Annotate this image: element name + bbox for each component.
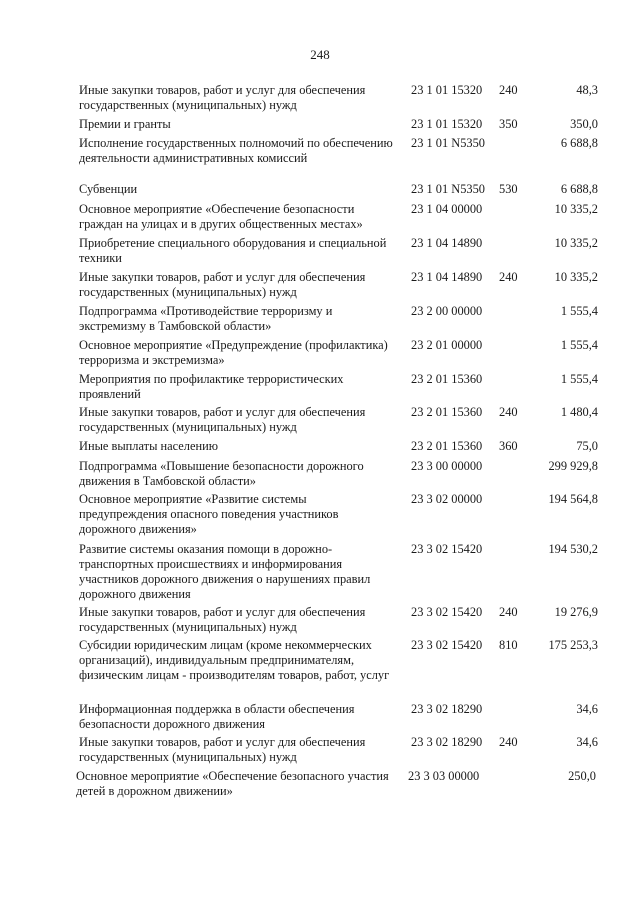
row-code: 23 2 01 15360 (411, 372, 483, 386)
row-name: Иные закупки товаров, работ и услуг для обеспечения государственных (муниципальных) нужд (79, 405, 366, 434)
row-amount: 194 530,2 (548, 542, 598, 556)
row-code: 23 1 01 N5350 (411, 136, 485, 150)
row-name: Иные закупки товаров, работ и услуг для обеспечения государственных (муниципальных) нужд (79, 270, 366, 299)
row-type: 810 (499, 638, 518, 652)
row-code: 23 1 04 00000 (411, 202, 483, 216)
row-amount: 34,6 (576, 735, 598, 749)
row-name: Приобретение специального оборудования и специальной техники (79, 236, 387, 265)
row-code: 23 3 02 18290 (411, 735, 483, 749)
row-name: Информационная поддержка в области обеспечения безопасности дорожного движения (79, 702, 355, 731)
row-name: Подпрограмма «Противодействие терроризму и экстремизму в Тамбовской области» (79, 304, 333, 333)
row-name: Подпрограмма «Повышение безопасности дорожного движения в Тамбовской области» (79, 459, 364, 488)
row-amount: 10 335,2 (554, 202, 598, 216)
row-name: Развитие системы оказания помощи в дорожно-транспортных происшествиях и информирования участников дорожного движения о нарушениях правил дорожного движения (79, 542, 371, 601)
row-code: 23 3 02 15420 (411, 542, 483, 556)
row-name: Основное мероприятие «Предупреждение (профилактика) терроризма и экстремизма» (79, 338, 388, 367)
row-amount: 1 555,4 (560, 372, 598, 386)
row-name: Основное мероприятие «Обеспечение безопасности граждан на улицах и в других общественных местах» (79, 202, 363, 231)
row-name: Премии и гранты (79, 117, 171, 131)
row-code: 23 1 01 N5350 (411, 182, 485, 196)
row-amount: 34,6 (576, 702, 598, 716)
row-name: Субсидии юридическим лицам (кроме некоммерческих организаций), индивидуальным предпринимателям, физическим лицам - производителям товаров, работ, услуг (79, 638, 390, 682)
row-code: 23 1 04 14890 (411, 270, 483, 284)
row-name: Иные закупки товаров, работ и услуг для обеспечения государственных (муниципальных) нужд (79, 83, 366, 112)
row-type: 350 (499, 117, 518, 131)
row-amount: 6 688,8 (560, 182, 598, 196)
row-code: 23 3 02 00000 (411, 492, 483, 506)
row-code: 23 3 02 18290 (411, 702, 483, 716)
row-code: 23 3 03 00000 (408, 769, 480, 783)
row-type: 240 (499, 83, 518, 97)
row-type: 240 (499, 605, 518, 619)
row-amount: 299 929,8 (548, 459, 598, 473)
row-code: 23 1 01 15320 (411, 83, 483, 97)
row-type: 240 (499, 270, 518, 284)
row-amount: 1 555,4 (560, 338, 598, 352)
row-amount: 10 335,2 (554, 236, 598, 250)
row-name: Основное мероприятие «Обеспечение безопасного участия детей в дорожном движении» (76, 769, 389, 798)
row-name: Основное мероприятие «Развитие системы предупреждения опасного поведения участников дорожного движения» (79, 492, 339, 536)
row-name: Иные выплаты населению (79, 439, 218, 453)
row-amount: 350,0 (570, 117, 598, 131)
row-code: 23 2 01 15360 (411, 405, 483, 419)
row-amount: 6 688,8 (560, 136, 598, 150)
row-amount: 1 555,4 (560, 304, 598, 318)
row-code: 23 3 02 15420 (411, 638, 483, 652)
row-amount: 75,0 (576, 439, 598, 453)
row-amount: 194 564,8 (548, 492, 598, 506)
row-code: 23 1 04 14890 (411, 236, 483, 250)
row-type: 530 (499, 182, 518, 196)
row-code: 23 2 01 15360 (411, 439, 483, 453)
row-type: 240 (499, 405, 518, 419)
page-number: 248 (310, 47, 330, 62)
row-amount: 19 276,9 (554, 605, 598, 619)
row-code: 23 1 01 15320 (411, 117, 483, 131)
row-code: 23 3 00 00000 (411, 459, 483, 473)
row-code: 23 2 00 00000 (411, 304, 483, 318)
row-name: Иные закупки товаров, работ и услуг для обеспечения государственных (муниципальных) нужд (79, 605, 366, 634)
row-name: Мероприятия по профилактике террористических проявлений (79, 372, 344, 401)
row-name: Субвенции (79, 182, 138, 196)
row-amount: 1 480,4 (560, 405, 598, 419)
row-name: Исполнение государственных полномочий по обеспечению деятельности административных комиссий (79, 136, 393, 165)
row-code: 23 3 02 15420 (411, 605, 483, 619)
row-type: 360 (499, 439, 518, 453)
row-amount: 48,3 (576, 83, 598, 97)
row-amount: 250,0 (568, 769, 596, 783)
row-name: Иные закупки товаров, работ и услуг для обеспечения государственных (муниципальных) нужд (79, 735, 366, 764)
row-amount: 10 335,2 (554, 270, 598, 284)
row-code: 23 2 01 00000 (411, 338, 483, 352)
row-type: 240 (499, 735, 518, 749)
row-amount: 175 253,3 (548, 638, 598, 652)
